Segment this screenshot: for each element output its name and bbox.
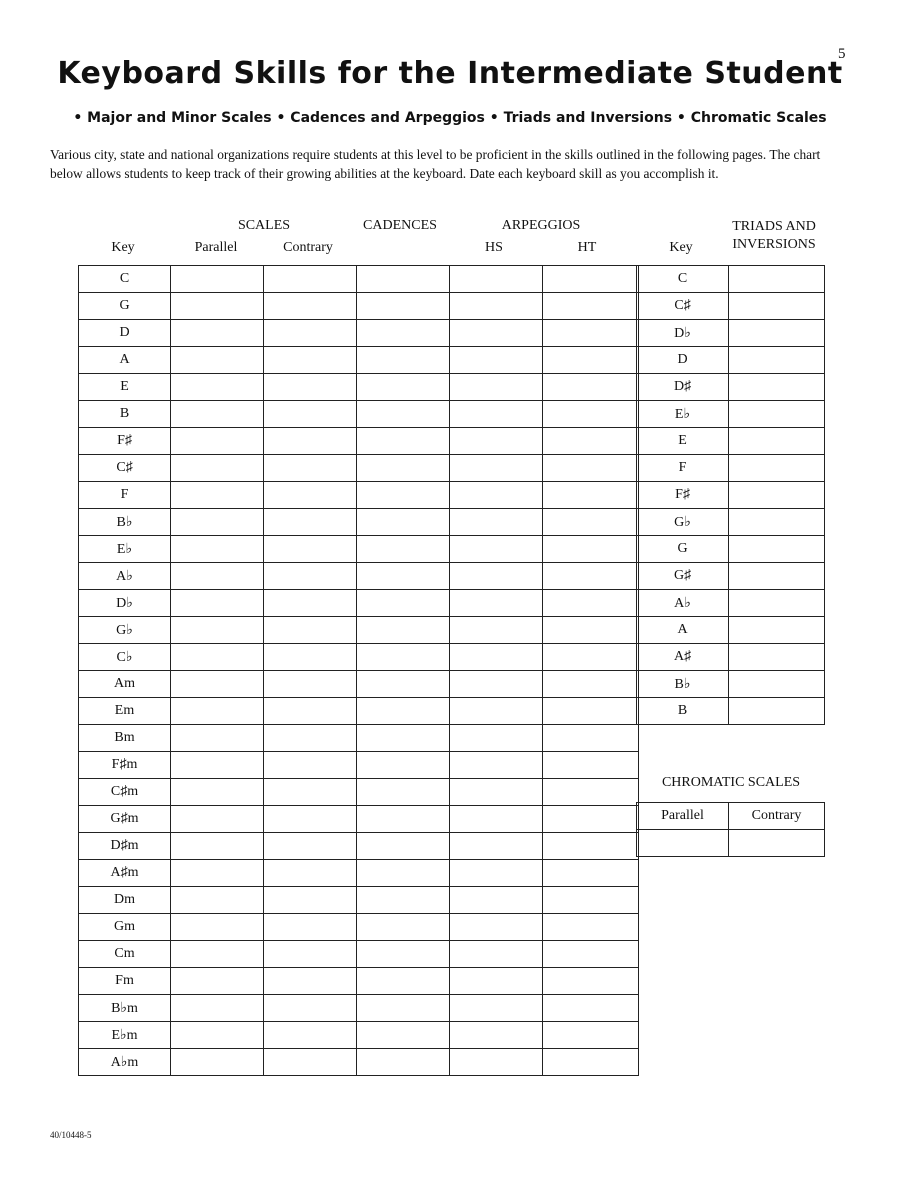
parallel-cell[interactable]	[171, 347, 264, 374]
triads-table	[636, 265, 825, 725]
arpeggio-hs-cell[interactable]	[450, 671, 543, 698]
chromatic-title: CHROMATIC SCALES	[661, 775, 801, 790]
arpeggio-hs-cell[interactable]	[450, 482, 543, 509]
contrary-cell[interactable]	[264, 1022, 357, 1049]
contrary-cell[interactable]	[264, 752, 357, 779]
table-row	[79, 482, 639, 509]
scale-key-cell: A	[79, 347, 171, 374]
arpeggio-ht-cell[interactable]	[543, 455, 639, 482]
table-row	[79, 698, 639, 725]
arpeggio-ht-cell[interactable]	[543, 698, 639, 725]
arpeggio-ht-cell[interactable]	[543, 806, 639, 833]
parallel-cell[interactable]	[171, 455, 264, 482]
header-triads	[726, 218, 822, 254]
parallel-cell[interactable]	[171, 482, 264, 509]
scale-key-cell: C♯	[79, 455, 171, 482]
subtitle: • Major and Minor Scales • Cadences and Arpeggios • Triads and Inversions • Chromatic Scales	[73, 110, 827, 126]
triads-inversions-cell[interactable]	[729, 536, 825, 563]
parallel-cell[interactable]	[171, 1022, 264, 1049]
contrary-cell[interactable]	[264, 941, 357, 968]
scale-key-cell: Dm	[79, 887, 171, 914]
arpeggio-hs-cell[interactable]	[450, 455, 543, 482]
arpeggio-ht-cell[interactable]	[543, 1049, 639, 1076]
header-contrary: Contrary	[283, 240, 333, 255]
cadences-cell[interactable]	[357, 968, 450, 995]
table-row	[79, 347, 639, 374]
arpeggio-ht-cell[interactable]	[543, 968, 639, 995]
arpeggio-hs-cell[interactable]	[450, 779, 543, 806]
scale-key-cell: B	[79, 401, 171, 428]
triad-key-cell: G	[637, 536, 729, 563]
header-ht: HT	[577, 240, 597, 255]
header-hs: HS	[485, 240, 503, 255]
arpeggio-hs-cell[interactable]	[450, 266, 543, 293]
cadences-cell[interactable]	[357, 482, 450, 509]
table-row	[637, 698, 825, 725]
table-row	[79, 779, 639, 806]
contrary-cell[interactable]	[264, 617, 357, 644]
triad-key-cell: F	[637, 455, 729, 482]
cadences-cell[interactable]	[357, 401, 450, 428]
triads-inversions-cell[interactable]	[729, 347, 825, 374]
cadences-cell[interactable]	[357, 266, 450, 293]
table-row	[79, 887, 639, 914]
arpeggio-ht-cell[interactable]	[543, 347, 639, 374]
scale-key-cell: Cm	[79, 941, 171, 968]
page-number: 5	[838, 46, 846, 62]
contrary-cell[interactable]	[264, 968, 357, 995]
chromatic-parallel-cell[interactable]	[637, 830, 729, 857]
cadences-cell[interactable]	[357, 1022, 450, 1049]
contrary-cell[interactable]	[264, 401, 357, 428]
triads-inversions-cell[interactable]	[729, 401, 825, 428]
parallel-cell[interactable]	[171, 914, 264, 941]
table-row	[79, 293, 639, 320]
arpeggio-hs-cell[interactable]	[450, 833, 543, 860]
table-row	[79, 1049, 639, 1076]
scale-key-cell: F	[79, 482, 171, 509]
contrary-cell[interactable]	[264, 347, 357, 374]
scale-key-cell: Em	[79, 698, 171, 725]
table-row	[79, 428, 639, 455]
table-row	[79, 590, 639, 617]
table-row	[79, 671, 639, 698]
table-row	[79, 563, 639, 590]
contrary-cell[interactable]	[264, 536, 357, 563]
parallel-cell[interactable]	[171, 887, 264, 914]
scale-key-cell: Bm	[79, 725, 171, 752]
cadences-cell[interactable]	[357, 293, 450, 320]
scale-key-cell: Am	[79, 671, 171, 698]
arpeggio-ht-cell[interactable]	[543, 617, 639, 644]
scale-key-cell: F♯	[79, 428, 171, 455]
header-arpeggios: ARPEGGIOS	[501, 218, 581, 233]
arpeggio-hs-cell[interactable]	[450, 401, 543, 428]
table-row	[79, 266, 639, 293]
table-row	[79, 752, 639, 779]
table-row	[79, 536, 639, 563]
triads-inversions-cell[interactable]	[729, 563, 825, 590]
cadences-cell[interactable]	[357, 536, 450, 563]
arpeggio-hs-cell[interactable]	[450, 995, 543, 1022]
table-row	[637, 374, 825, 401]
table-row	[637, 830, 825, 857]
scale-key-cell: Fm	[79, 968, 171, 995]
arpeggio-hs-cell[interactable]	[450, 374, 543, 401]
scale-key-cell: C	[79, 266, 171, 293]
cadences-cell[interactable]	[357, 914, 450, 941]
arpeggio-ht-cell[interactable]	[543, 320, 639, 347]
intro-paragraph: Various city, state and national organizations require students at this level to be proficient in the skills outlined in the following pages. The chart below allows students to keep track of their growing abilities at the keyboard. Date each keyboard skill as you accomplish it.	[50, 147, 821, 181]
triads-inversions-cell[interactable]	[729, 482, 825, 509]
triads-inversions-cell[interactable]	[729, 698, 825, 725]
header-scales: SCALES	[237, 218, 291, 233]
scale-key-cell: G♯m	[79, 806, 171, 833]
table-row	[79, 806, 639, 833]
triad-key-cell: A	[637, 617, 729, 644]
contrary-cell[interactable]	[264, 725, 357, 752]
header-triads-line2: INVERSIONS	[732, 237, 816, 252]
table-row	[79, 401, 639, 428]
table-row	[79, 644, 639, 671]
triads-inversions-cell[interactable]	[729, 590, 825, 617]
chromatic-contrary-cell[interactable]	[729, 830, 825, 857]
table-row	[79, 320, 639, 347]
arpeggio-ht-cell[interactable]	[543, 671, 639, 698]
contrary-cell[interactable]	[264, 887, 357, 914]
contrary-cell[interactable]	[264, 374, 357, 401]
arpeggio-hs-cell[interactable]	[450, 1049, 543, 1076]
header-key: Key	[111, 240, 135, 255]
triads-inversions-cell[interactable]	[729, 617, 825, 644]
arpeggio-ht-cell[interactable]	[543, 995, 639, 1022]
arpeggio-hs-cell[interactable]	[450, 347, 543, 374]
scale-key-cell: G	[79, 293, 171, 320]
contrary-cell[interactable]	[264, 698, 357, 725]
triads-inversions-cell[interactable]	[729, 644, 825, 671]
arpeggio-hs-cell[interactable]	[450, 293, 543, 320]
table-row	[79, 374, 639, 401]
scale-key-cell: A♭m	[79, 1049, 171, 1076]
table-row	[637, 293, 825, 320]
scale-key-cell: B♭	[79, 509, 171, 536]
contrary-cell[interactable]	[264, 455, 357, 482]
triad-key-cell: D	[637, 347, 729, 374]
table-row	[79, 914, 639, 941]
arpeggio-hs-cell[interactable]	[450, 725, 543, 752]
cadences-cell[interactable]	[357, 563, 450, 590]
contrary-cell[interactable]	[264, 266, 357, 293]
contrary-cell[interactable]	[264, 860, 357, 887]
parallel-cell[interactable]	[171, 536, 264, 563]
arpeggio-hs-cell[interactable]	[450, 968, 543, 995]
cadences-cell[interactable]	[357, 671, 450, 698]
header-cadences: CADENCES	[363, 218, 437, 233]
parallel-cell[interactable]	[171, 617, 264, 644]
triads-inversions-cell[interactable]	[729, 320, 825, 347]
table-row	[79, 725, 639, 752]
table-row	[637, 482, 825, 509]
parallel-cell[interactable]	[171, 374, 264, 401]
parallel-cell[interactable]	[171, 671, 264, 698]
parallel-cell[interactable]	[171, 293, 264, 320]
arpeggio-ht-cell[interactable]	[543, 401, 639, 428]
scales-table	[78, 265, 639, 1076]
cadences-cell[interactable]	[357, 779, 450, 806]
table-row	[79, 995, 639, 1022]
triad-key-cell: C	[637, 266, 729, 293]
arpeggio-hs-cell[interactable]	[450, 1022, 543, 1049]
contrary-cell[interactable]	[264, 833, 357, 860]
parallel-cell[interactable]	[171, 860, 264, 887]
cadences-cell[interactable]	[357, 698, 450, 725]
cadences-cell[interactable]	[357, 509, 450, 536]
table-row	[637, 347, 825, 374]
arpeggio-hs-cell[interactable]	[450, 914, 543, 941]
cadences-cell[interactable]	[357, 347, 450, 374]
arpeggio-hs-cell[interactable]	[450, 887, 543, 914]
arpeggio-ht-cell[interactable]	[543, 293, 639, 320]
table-row	[637, 455, 825, 482]
table-row	[637, 320, 825, 347]
parallel-cell[interactable]	[171, 833, 264, 860]
arpeggio-hs-cell[interactable]	[450, 617, 543, 644]
parallel-cell[interactable]	[171, 401, 264, 428]
cadences-cell[interactable]	[357, 887, 450, 914]
parallel-cell[interactable]	[171, 590, 264, 617]
scale-key-cell: A♯m	[79, 860, 171, 887]
cadences-cell[interactable]	[357, 1049, 450, 1076]
table-row	[637, 563, 825, 590]
arpeggio-hs-cell[interactable]	[450, 563, 543, 590]
arpeggio-ht-cell[interactable]	[543, 887, 639, 914]
table-row	[79, 833, 639, 860]
cadences-cell[interactable]	[357, 725, 450, 752]
cadences-cell[interactable]	[357, 374, 450, 401]
cadences-cell[interactable]	[357, 752, 450, 779]
arpeggio-ht-cell[interactable]	[543, 590, 639, 617]
parallel-cell[interactable]	[171, 509, 264, 536]
scale-key-cell: Gm	[79, 914, 171, 941]
triad-key-cell: B	[637, 698, 729, 725]
chromatic-parallel-label: Parallel	[637, 803, 729, 830]
scale-key-cell: F♯m	[79, 752, 171, 779]
triad-key-cell: E	[637, 428, 729, 455]
arpeggio-ht-cell[interactable]	[543, 644, 639, 671]
scale-key-cell: G♭	[79, 617, 171, 644]
contrary-cell[interactable]	[264, 320, 357, 347]
triad-key-cell: B♭	[637, 671, 729, 698]
arpeggio-hs-cell[interactable]	[450, 536, 543, 563]
parallel-cell[interactable]	[171, 941, 264, 968]
table-row	[79, 455, 639, 482]
arpeggio-ht-cell[interactable]	[543, 509, 639, 536]
triads-inversions-cell[interactable]	[729, 374, 825, 401]
arpeggio-hs-cell[interactable]	[450, 860, 543, 887]
cadences-cell[interactable]	[357, 617, 450, 644]
scale-key-cell: E	[79, 374, 171, 401]
table-row	[637, 509, 825, 536]
footer-code: 40/10448-5	[50, 1130, 92, 1140]
cadences-cell[interactable]	[357, 428, 450, 455]
table-row	[79, 860, 639, 887]
contrary-cell[interactable]	[264, 806, 357, 833]
contrary-cell[interactable]	[264, 1049, 357, 1076]
table-row	[637, 671, 825, 698]
contrary-cell[interactable]	[264, 563, 357, 590]
table-row	[637, 428, 825, 455]
arpeggio-hs-cell[interactable]	[450, 941, 543, 968]
arpeggio-hs-cell[interactable]	[450, 428, 543, 455]
arpeggio-ht-cell[interactable]	[543, 374, 639, 401]
table-row	[637, 401, 825, 428]
table-row	[637, 803, 825, 830]
contrary-cell[interactable]	[264, 914, 357, 941]
triad-key-cell: A♭	[637, 590, 729, 617]
arpeggio-ht-cell[interactable]	[543, 482, 639, 509]
table-row	[79, 941, 639, 968]
cadences-cell[interactable]	[357, 806, 450, 833]
contrary-cell[interactable]	[264, 779, 357, 806]
contrary-cell[interactable]	[264, 509, 357, 536]
cadences-cell[interactable]	[357, 590, 450, 617]
cadences-cell[interactable]	[357, 941, 450, 968]
arpeggio-hs-cell[interactable]	[450, 752, 543, 779]
parallel-cell[interactable]	[171, 320, 264, 347]
triads-inversions-cell[interactable]	[729, 671, 825, 698]
arpeggio-ht-cell[interactable]	[543, 563, 639, 590]
arpeggio-hs-cell[interactable]	[450, 644, 543, 671]
parallel-cell[interactable]	[171, 995, 264, 1022]
chromatic-contrary-label: Contrary	[729, 803, 825, 830]
parallel-cell[interactable]	[171, 752, 264, 779]
table-row	[79, 1022, 639, 1049]
scale-key-cell: C♭	[79, 644, 171, 671]
parallel-cell[interactable]	[171, 644, 264, 671]
triad-key-cell: G♭	[637, 509, 729, 536]
arpeggio-hs-cell[interactable]	[450, 806, 543, 833]
arpeggio-ht-cell[interactable]	[543, 266, 639, 293]
parallel-cell[interactable]	[171, 698, 264, 725]
triad-key-cell: D♯	[637, 374, 729, 401]
header-triads-line1: TRIADS AND	[732, 219, 816, 234]
contrary-cell[interactable]	[264, 482, 357, 509]
triad-key-cell: G♯	[637, 563, 729, 590]
table-row	[637, 590, 825, 617]
scale-key-cell: B♭m	[79, 995, 171, 1022]
triad-key-cell: F♯	[637, 482, 729, 509]
arpeggio-ht-cell[interactable]	[543, 1022, 639, 1049]
table-row	[637, 644, 825, 671]
cadences-cell[interactable]	[357, 320, 450, 347]
triads-inversions-cell[interactable]	[729, 428, 825, 455]
contrary-cell[interactable]	[264, 428, 357, 455]
contrary-cell[interactable]	[264, 293, 357, 320]
triads-inversions-cell[interactable]	[729, 455, 825, 482]
triads-inversions-cell[interactable]	[729, 293, 825, 320]
scale-key-cell: E♭m	[79, 1022, 171, 1049]
scale-key-cell: D♭	[79, 590, 171, 617]
parallel-cell[interactable]	[171, 563, 264, 590]
parallel-cell[interactable]	[171, 1049, 264, 1076]
arpeggio-hs-cell[interactable]	[450, 698, 543, 725]
arpeggio-ht-cell[interactable]	[543, 941, 639, 968]
arpeggio-ht-cell[interactable]	[543, 914, 639, 941]
arpeggio-hs-cell[interactable]	[450, 320, 543, 347]
triads-inversions-cell[interactable]	[729, 509, 825, 536]
scale-key-cell: E♭	[79, 536, 171, 563]
contrary-cell[interactable]	[264, 995, 357, 1022]
arpeggio-hs-cell[interactable]	[450, 509, 543, 536]
page-title: Keyboard Skills for the Intermediate Student	[57, 56, 843, 91]
arpeggio-hs-cell[interactable]	[450, 590, 543, 617]
contrary-cell[interactable]	[264, 644, 357, 671]
arpeggio-ht-cell[interactable]	[543, 725, 639, 752]
cadences-cell[interactable]	[357, 860, 450, 887]
triad-key-cell: C♯	[637, 293, 729, 320]
arpeggio-ht-cell[interactable]	[543, 752, 639, 779]
arpeggio-ht-cell[interactable]	[543, 779, 639, 806]
triad-key-cell: A♯	[637, 644, 729, 671]
scale-key-cell: A♭	[79, 563, 171, 590]
scale-key-cell: D♯m	[79, 833, 171, 860]
triad-key-cell: D♭	[637, 320, 729, 347]
table-row	[637, 536, 825, 563]
cadences-cell[interactable]	[357, 995, 450, 1022]
parallel-cell[interactable]	[171, 968, 264, 995]
contrary-cell[interactable]	[264, 671, 357, 698]
table-row	[637, 266, 825, 293]
arpeggio-ht-cell[interactable]	[543, 428, 639, 455]
header-key-triads: Key	[669, 240, 693, 255]
parallel-cell[interactable]	[171, 266, 264, 293]
cadences-cell[interactable]	[357, 644, 450, 671]
table-row	[637, 617, 825, 644]
scale-key-cell: D	[79, 320, 171, 347]
arpeggio-ht-cell[interactable]	[543, 833, 639, 860]
parallel-cell[interactable]	[171, 725, 264, 752]
scale-key-cell: C♯m	[79, 779, 171, 806]
table-row	[79, 968, 639, 995]
table-row	[79, 509, 639, 536]
header-parallel: Parallel	[194, 240, 238, 255]
arpeggio-ht-cell[interactable]	[543, 536, 639, 563]
triad-key-cell: E♭	[637, 401, 729, 428]
parallel-cell[interactable]	[171, 806, 264, 833]
cadences-cell[interactable]	[357, 455, 450, 482]
chromatic-table	[636, 802, 825, 857]
parallel-cell[interactable]	[171, 428, 264, 455]
triads-inversions-cell[interactable]	[729, 266, 825, 293]
contrary-cell[interactable]	[264, 590, 357, 617]
cadences-cell[interactable]	[357, 833, 450, 860]
table-row	[79, 617, 639, 644]
arpeggio-ht-cell[interactable]	[543, 860, 639, 887]
parallel-cell[interactable]	[171, 779, 264, 806]
